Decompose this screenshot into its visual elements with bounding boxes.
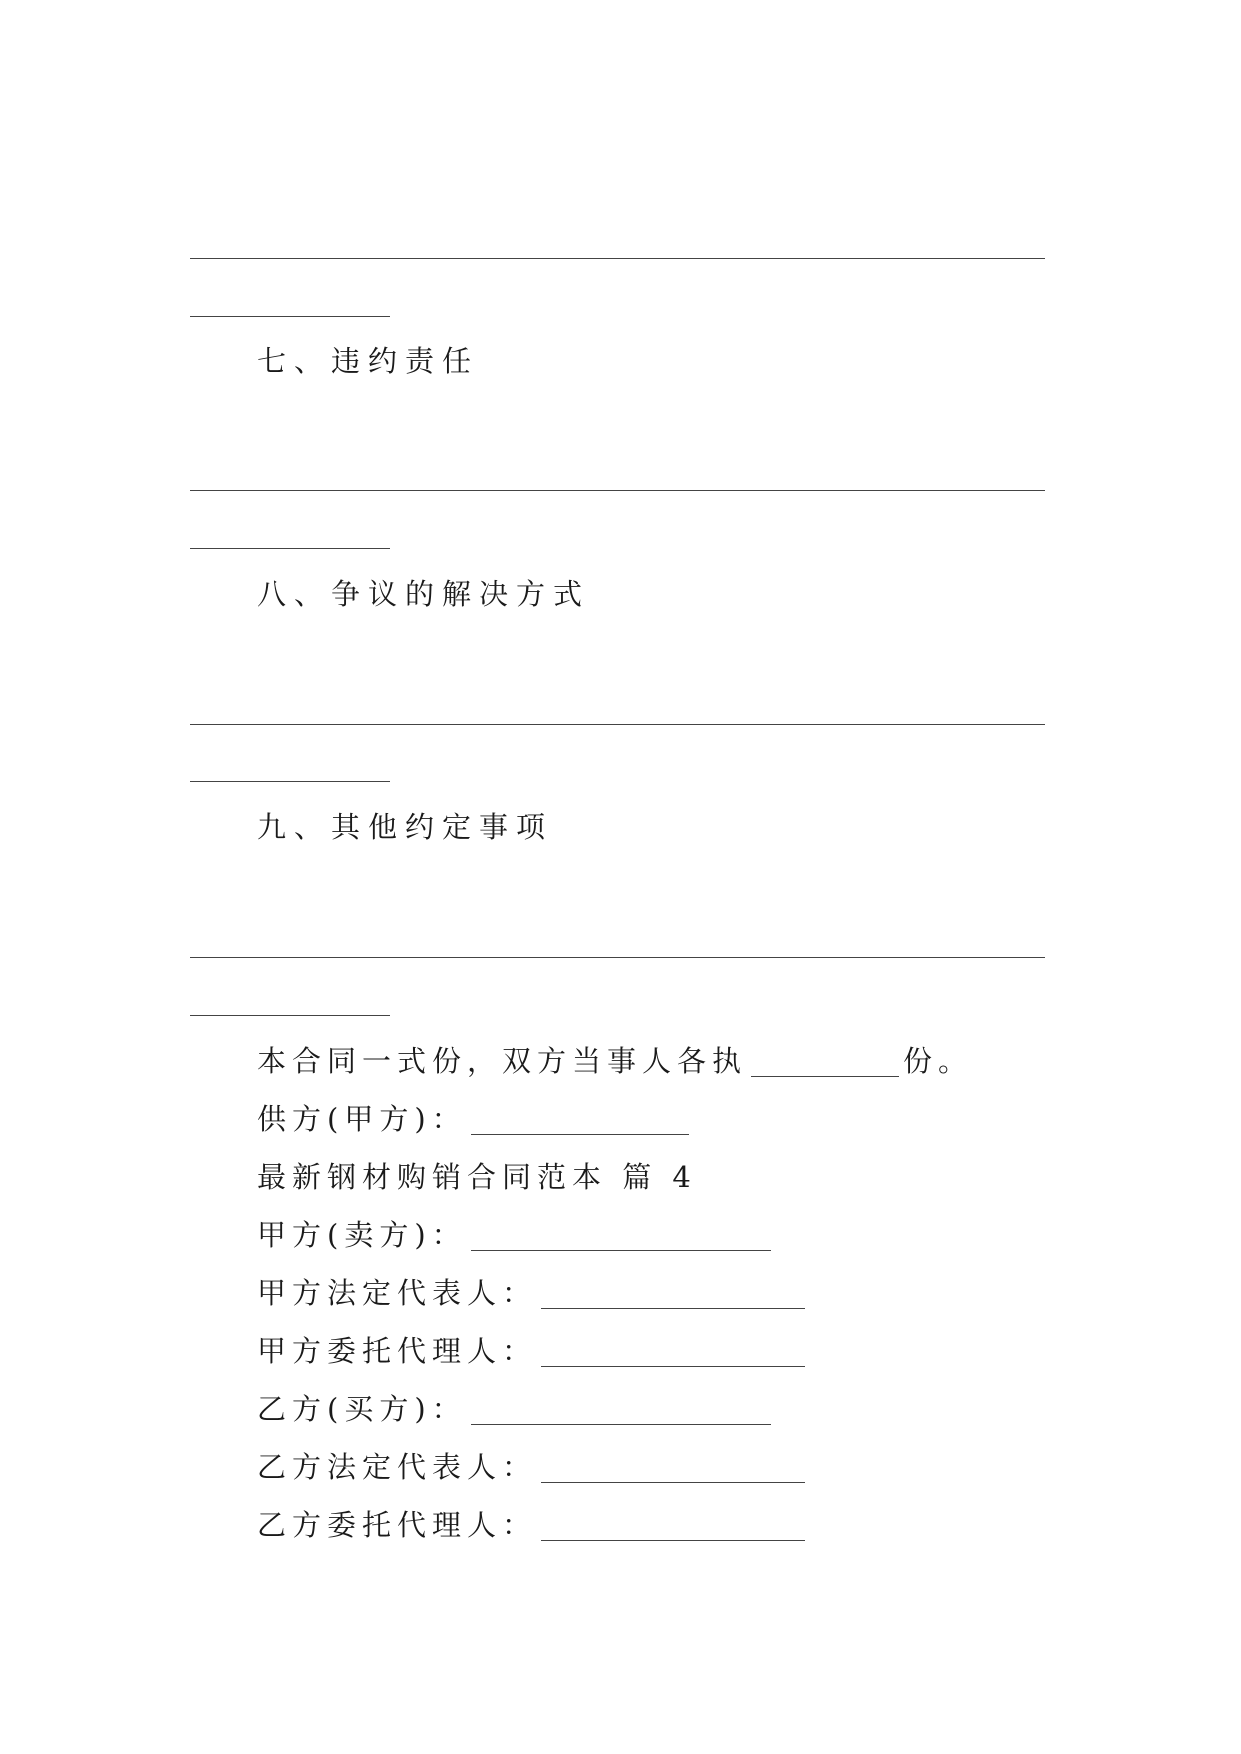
- fill-line: [190, 957, 1045, 958]
- copies-blank[interactable]: [751, 1076, 899, 1077]
- party-a-legal-rep-label: 甲方法定代表人：: [257, 1276, 538, 1310]
- party-a-legal-rep-blank[interactable]: [541, 1308, 805, 1309]
- party-b-legal-rep-blank[interactable]: [541, 1482, 805, 1483]
- party-b-buyer-label: 乙方(买方)：: [257, 1392, 467, 1426]
- supplier-row: [257, 1102, 693, 1136]
- fill-line: [190, 1015, 390, 1016]
- copies-clause-prefix: 本合同一式份，双方当事人各执: [257, 1044, 748, 1078]
- party-a-legal-rep-row: [257, 1276, 809, 1310]
- supplier-blank[interactable]: [471, 1134, 689, 1135]
- party-a-seller-row: [257, 1218, 775, 1252]
- party-b-agent-blank[interactable]: [541, 1540, 805, 1541]
- copies-clause-suffix: 份。: [903, 1044, 974, 1078]
- party-b-agent-row: [257, 1508, 809, 1542]
- party-b-buyer-row: [257, 1392, 775, 1426]
- party-b-legal-rep-label: 乙方法定代表人：: [257, 1450, 538, 1484]
- party-a-seller-blank[interactable]: [471, 1250, 771, 1251]
- next-contract-title: 最新钢材购销合同范本 篇 4: [257, 1160, 697, 1194]
- party-a-agent-label: 甲方委托代理人：: [257, 1334, 538, 1368]
- party-b-legal-rep-row: [257, 1450, 809, 1484]
- fill-line: [190, 724, 1045, 725]
- section-7-title: 七、违约责任: [257, 344, 480, 378]
- party-a-agent-row: [257, 1334, 809, 1368]
- section-9-title: 九、其他约定事项: [257, 810, 554, 844]
- fill-line: [190, 781, 390, 782]
- party-b-agent-label: 乙方委托代理人：: [257, 1508, 538, 1542]
- fill-line: [190, 258, 1045, 259]
- fill-line: [190, 490, 1045, 491]
- party-a-seller-label: 甲方(卖方)：: [257, 1218, 467, 1252]
- supplier-label: 供方(甲方)：: [257, 1102, 467, 1136]
- party-a-agent-blank[interactable]: [541, 1366, 805, 1367]
- section-8-title: 八、争议的解决方式: [257, 577, 591, 611]
- copies-clause: [257, 1044, 974, 1078]
- fill-line: [190, 548, 390, 549]
- party-b-buyer-blank[interactable]: [471, 1424, 771, 1425]
- fill-line: [190, 316, 390, 317]
